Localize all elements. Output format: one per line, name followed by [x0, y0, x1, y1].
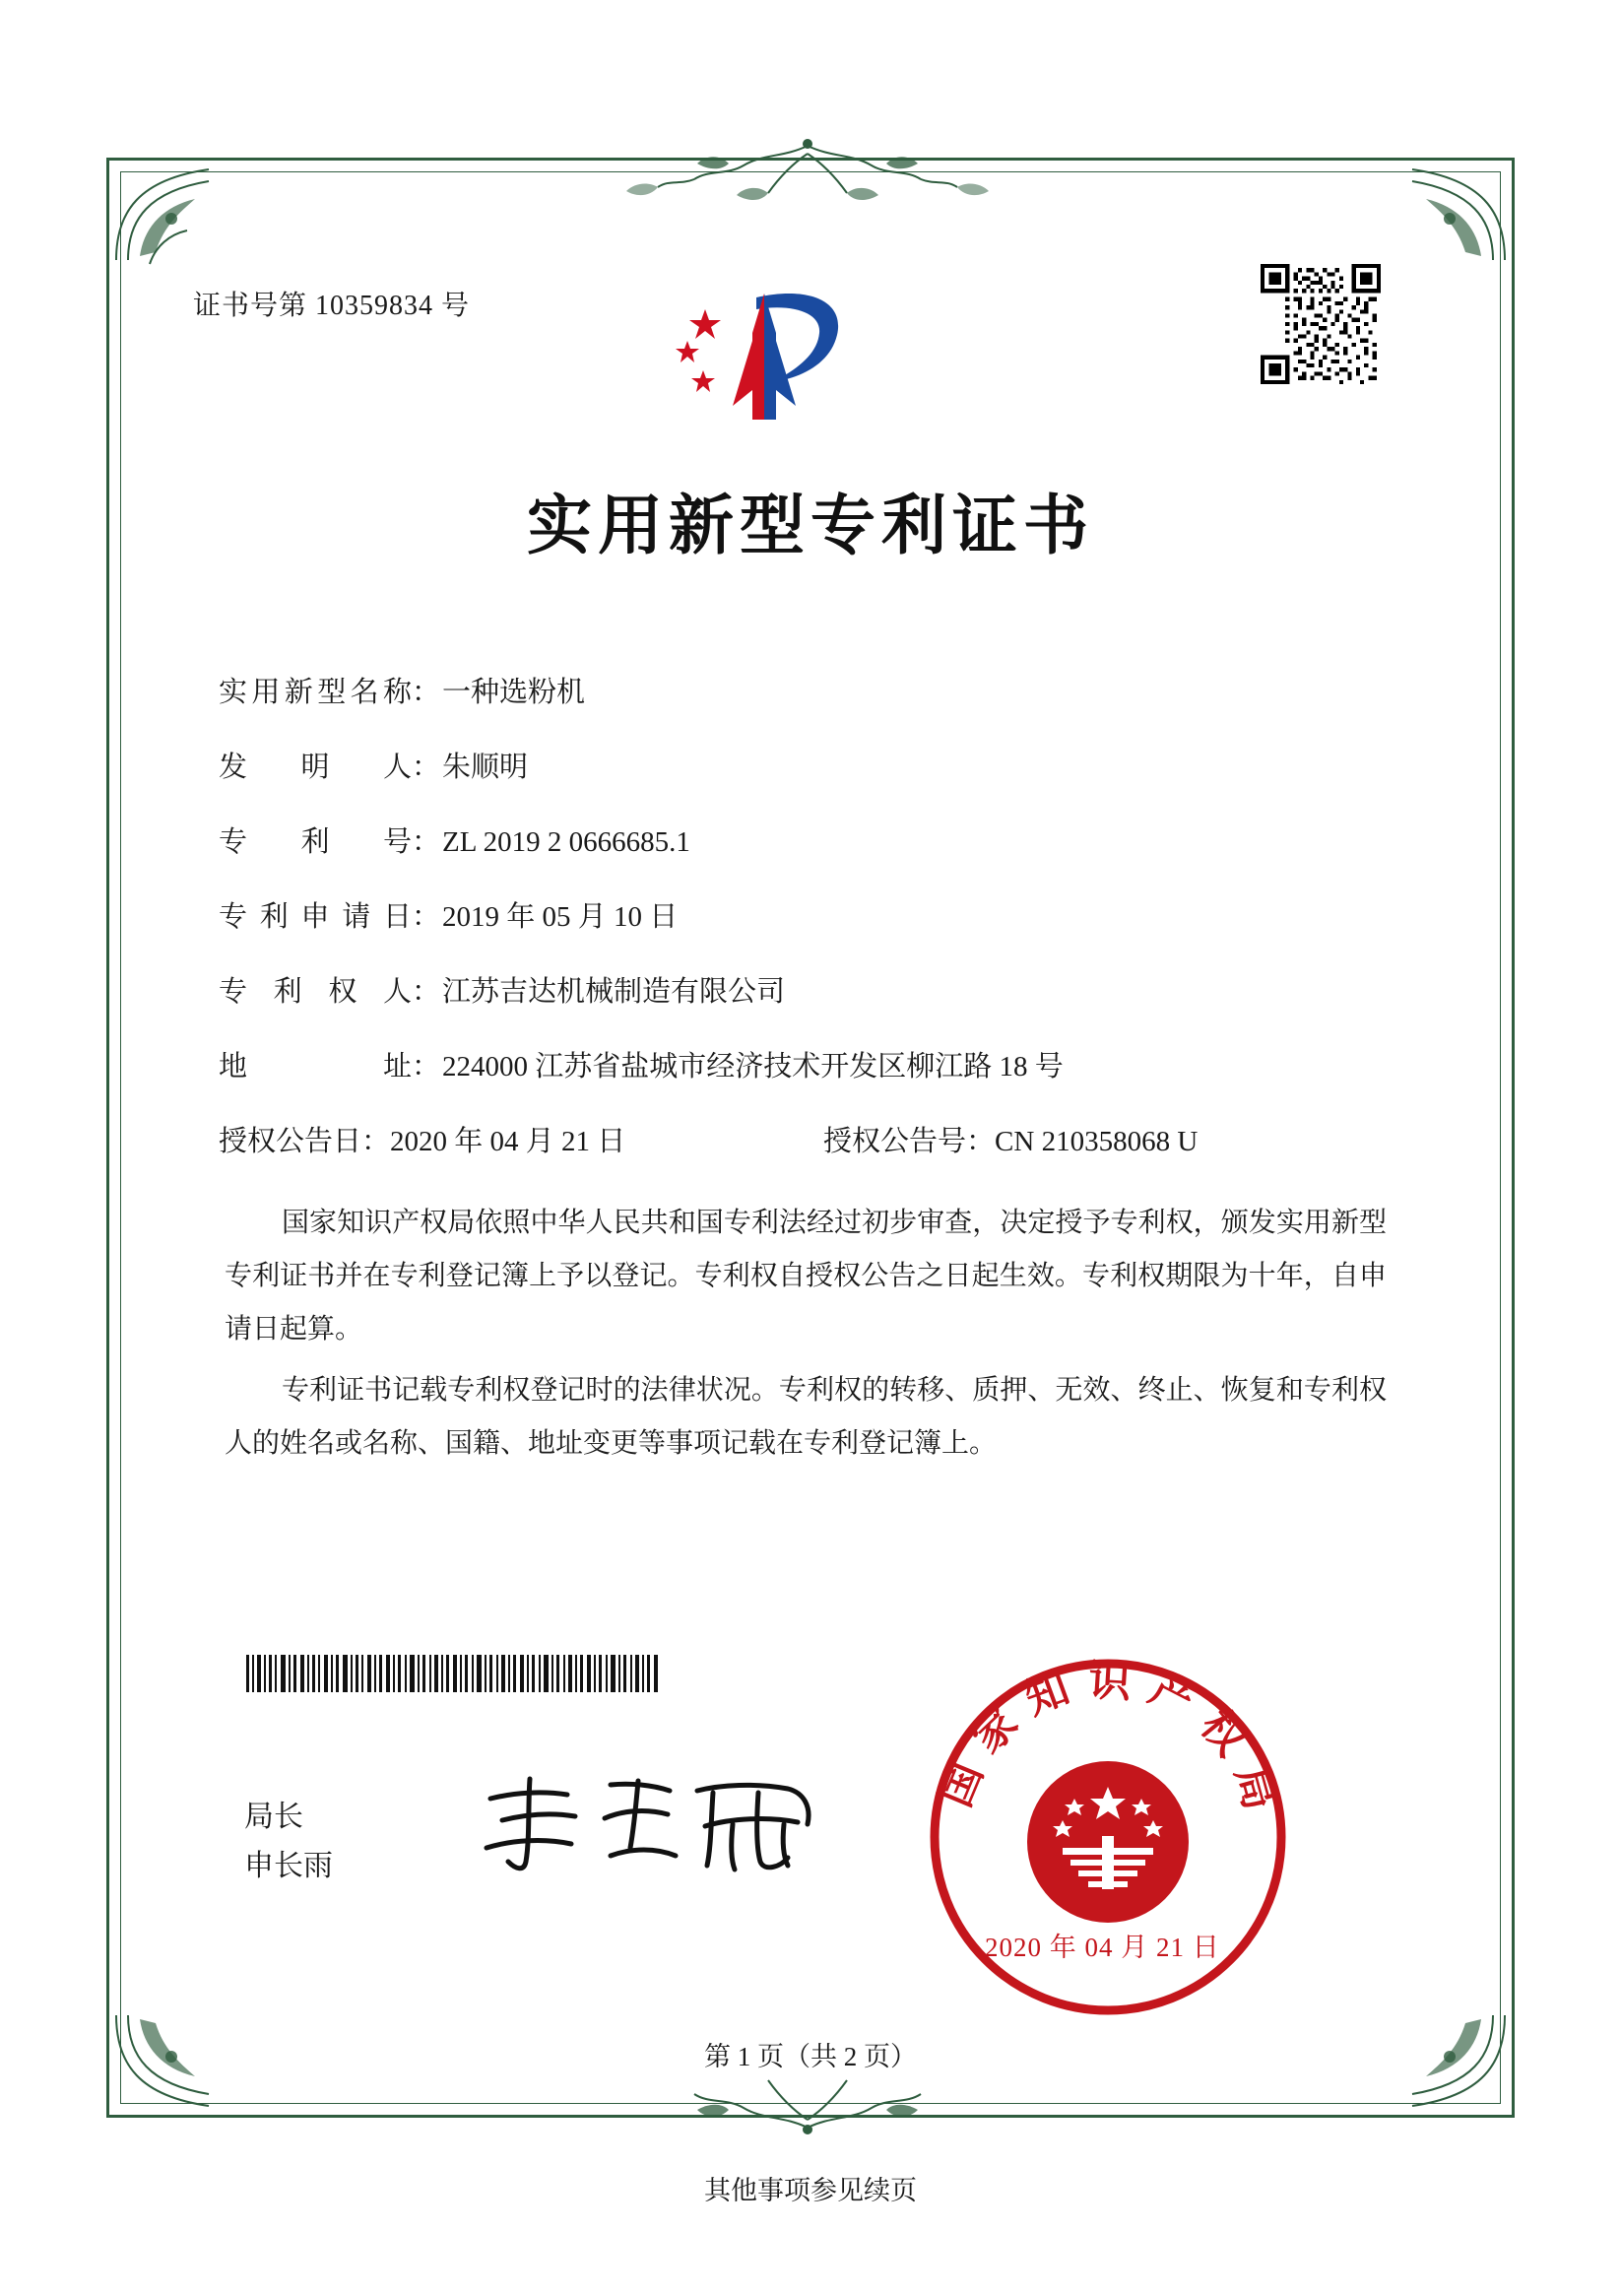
field-value: ZL 2019 2 0666685.1 [442, 826, 690, 858]
field-colon: ： [412, 826, 441, 858]
director-role-label: 局长 [244, 1801, 303, 1833]
field-label: 专利号 [219, 826, 412, 858]
qr-code [1261, 264, 1381, 384]
field-application-date [219, 894, 1381, 969]
field-list [219, 670, 1381, 1194]
field-colon: ： [412, 901, 441, 933]
field-colon: ： [966, 1126, 996, 1157]
handwritten-signature [473, 1763, 847, 1881]
field-value: 2020 年 04 月 21 日 [390, 1126, 626, 1157]
legal-text [225, 1197, 1387, 1478]
field-value: 一种选粉机 [442, 677, 586, 708]
seal-text-path: 国家知识产权局 [931, 1656, 1289, 1831]
footer-note: 其他事项参见续页 [704, 2176, 917, 2205]
page-number: 第 1 页（共 2 页） [704, 2042, 917, 2071]
field-label: 实用新型名称 [219, 677, 412, 708]
field-value: CN 210358068 U [995, 1126, 1199, 1157]
field-label: 专利申请日 [219, 901, 412, 933]
field-colon: ： [412, 677, 441, 708]
cnipa-logo-icon [662, 276, 859, 433]
field-value: 朱顺明 [442, 752, 529, 783]
director-name-label: 申长雨 [244, 1850, 333, 1882]
bottom-ornament-icon [532, 2068, 1083, 2137]
legal-paragraph-1: 国家知识产权局依照中华人民共和国专利法经过初步审查，决定授予专利权，颁发实用新型专利证书并在专利登记簿上予以登记。专利权自授权公告之日起生效。专利权期限为十年，自申请日起算。 [225, 1208, 1387, 1345]
top-ornament-icon [532, 136, 1083, 205]
corner-ornament-top-right-icon [1402, 162, 1511, 270]
certificate-number: 证书号第 10359834 号 [193, 291, 471, 321]
field-patentee [219, 969, 1381, 1044]
field-colon: ： [412, 752, 441, 783]
field-grant-number [823, 1119, 1198, 1159]
field-colon: ： [412, 976, 441, 1008]
barcode [244, 1655, 664, 1692]
field-value: 2019 年 05 月 10 日 [442, 901, 679, 933]
field-label: 发明人 [219, 752, 412, 783]
field-value: 224000 江苏省盐城市经济技术开发区柳江路 18 号 [442, 1051, 1064, 1082]
field-utility-model-name [219, 670, 1381, 745]
field-label: 授权公告号 [823, 1126, 967, 1157]
corner-ornament-top-left-icon [110, 162, 219, 270]
field-colon: ： [412, 1051, 441, 1082]
field-label: 授权公告日 [219, 1126, 362, 1157]
signature-labels [244, 1793, 333, 1891]
field-colon: ： [361, 1126, 391, 1157]
field-patent-number [219, 820, 1381, 894]
field-label: 专利权人 [219, 976, 412, 1008]
field-address [219, 1044, 1381, 1119]
page-title: 实用新型专利证书 [527, 488, 1094, 563]
field-grant-row [219, 1119, 1381, 1194]
legal-paragraph-2: 专利证书记载专利权登记时的法律状况。专利权的转移、质押、无效、终止、恢复和专利权人的姓名或名称、国籍、地址变更等事项记载在专利登记簿上。 [225, 1375, 1387, 1459]
field-label: 地址 [219, 1051, 412, 1082]
official-seal [926, 1655, 1290, 2019]
seal-date: 2020 年 04 月 21 日 [985, 1933, 1220, 1962]
field-grant-date [219, 1119, 625, 1159]
field-inventor [219, 745, 1381, 820]
field-value: 江苏吉达机械制造有限公司 [442, 976, 786, 1008]
